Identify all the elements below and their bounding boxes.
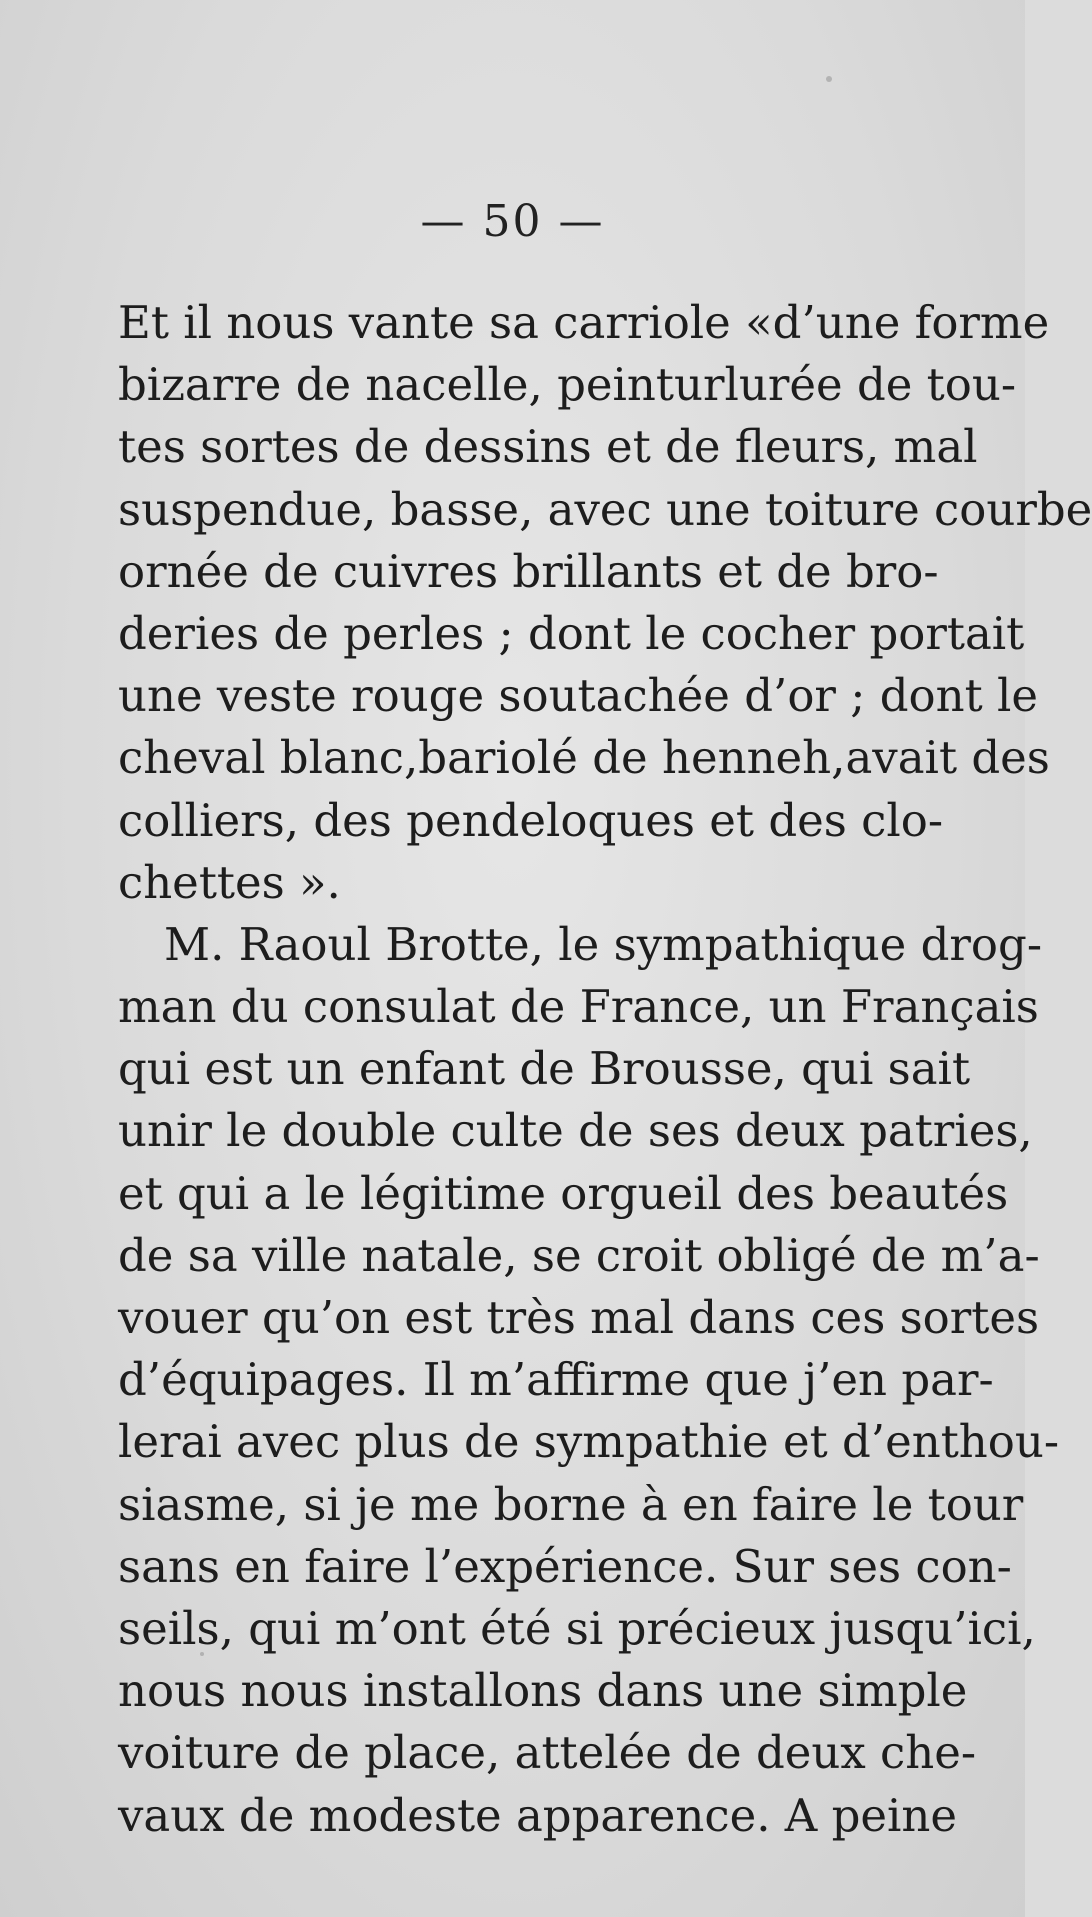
body-text [118,292,1092,1847]
text-line: nous nous installons dans une simple [118,1664,968,1718]
text-line: bizarre de nacelle, peinturlurée de tou- [118,358,1017,412]
text-line: suspendue, basse, avec une toiture courbe [118,482,1092,536]
page-number: — 50 — [420,196,605,247]
text-line: et qui a le légitime orgueil des beautés [118,1166,1009,1220]
text-line: sans en faire l’expérience. Sur ses con- [118,1539,1012,1593]
text-line: seils, qui m’ont été si précieux jusqu’ici, [118,1601,1036,1655]
text-line: vouer qu’on est très mal dans ces sortes [118,1291,1040,1344]
text-line: ornée de cuivres brillants et de bro- [118,544,939,598]
text-line: voiture de place, attelée de deux che- [118,1726,977,1780]
text-line: qui est un enfant de Brousse, qui sait [118,1042,971,1096]
text-line: siasme, si je me borne à en faire le tour [118,1477,1024,1531]
text-line: unir le double culte de ses deux patries, [118,1104,1033,1158]
text-line: tes sortes de dessins et de fleurs, mal [118,420,978,474]
text-line-paragraph-start: M. Raoul Brotte, le sympathique drog- [164,917,1043,971]
paper-speck [826,76,832,82]
text-line: une veste rouge soutachée d’or ; dont le [118,669,1038,723]
text-line-paragraph-end: chettes ». [118,855,341,909]
text-line: lerai avec plus de sympathie et d’enthou- [118,1415,1060,1469]
text-line: man du consulat de France, un Français [118,980,1039,1034]
text-line: deries de perles ; dont le cocher portait [118,606,1025,660]
text-line: de sa ville natale, se croit obligé de m’a- [118,1228,1040,1282]
text-line: colliers, des pendeloques et des clo- [118,793,944,847]
text-line: cheval blanc,bariolé de henneh,avait des [118,731,1050,785]
text-line: vaux de modeste apparence. A peine [118,1788,958,1842]
text-line: Et il nous vante sa carriole «d’une forme [118,296,1050,349]
text-line: d’équipages. Il m’affirme que j’en par- [118,1353,994,1407]
